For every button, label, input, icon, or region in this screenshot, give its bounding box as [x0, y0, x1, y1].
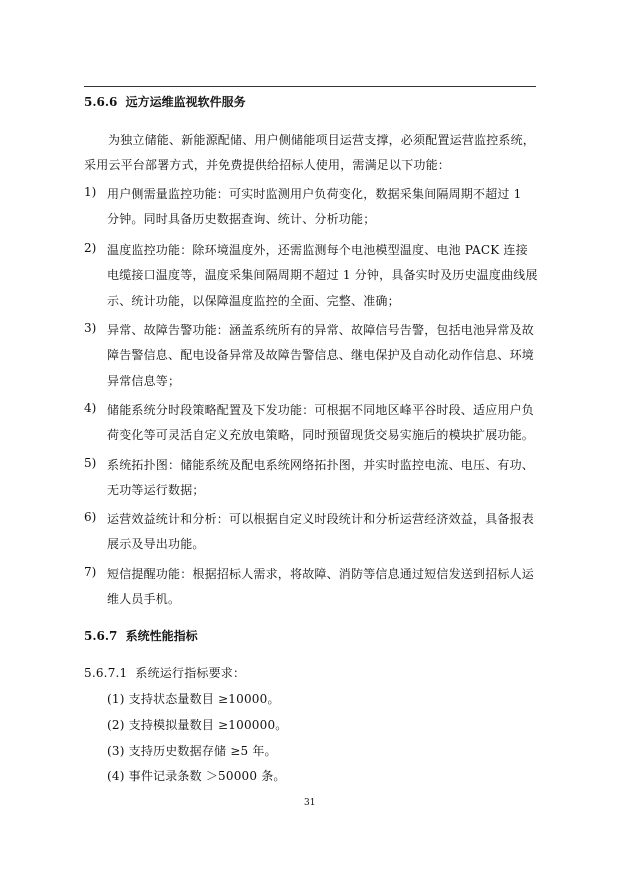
list-item-number: 4) [84, 401, 97, 415]
list-item-number: 3) [84, 321, 97, 335]
section-title: 系统性能指标 [125, 629, 198, 643]
list-item-line: 系统拓扑图：储能系统及配电系统网络拓扑图，并实时监控电流、电压、有功、 [107, 458, 535, 472]
metric-item: (1) 支持状态量数目 ≥10000。 [107, 692, 280, 706]
list-item-line: 维人员手机。 [107, 592, 181, 606]
list-item-line: 荷变化等可灵活自定义充放电策略，同时预留现货交易实施后的模块扩展功能。 [107, 428, 535, 442]
list-item-line: 分钟。同时具备历史数据查询、统计、分析功能； [107, 212, 376, 226]
list-item-line: 电缆接口温度等，温度采集间隔周期不超过 1 分钟，具备实时及历史温度曲线展 [107, 268, 538, 282]
metric-item: (2) 支持模拟量数目 ≥100000。 [107, 718, 288, 732]
list-item-line: 示、统计功能，以保障温度监控的全面、完整、准确； [107, 294, 400, 308]
list-item-number: 5) [84, 456, 97, 470]
section-heading-566 [84, 93, 246, 110]
list-item-line: 用户侧需量监控功能：可实时监测用户负荷变化，数据采集间隔周期不超过 1 [107, 187, 522, 201]
list-item-line: 储能系统分时段策略配置及下发功能：可根据不同地区峰平谷时段、适应用户负 [107, 403, 535, 417]
list-item-line: 异常、故障告警功能：涵盖系统所有的异常、故障信号告警，包括电池异常及故 [107, 323, 535, 337]
list-item-line: 温度监控功能：除环境温度外，还需监测每个电池模型温度、电池 PACK 连接 [107, 243, 528, 257]
list-item-line: 短信提醒功能：根据招标人需求，将故障、消防等信息通过短信发送到招标人运 [107, 567, 535, 581]
page-number: 31 [304, 798, 316, 808]
intro-line-2: 采用云平台部署方式，并免费提供给招标人使用，需满足以下功能： [84, 158, 451, 172]
list-item-line: 展示及导出功能。 [107, 537, 205, 551]
section-heading-567 [84, 627, 198, 644]
list-item-number: 7) [84, 565, 97, 579]
section-title: 远方运维监视软件服务 [125, 95, 246, 109]
list-item-number: 2) [84, 241, 97, 255]
subsection-number: 5.6.7.1 [84, 666, 128, 680]
list-item-number: 1) [84, 185, 97, 199]
section-number: 5.6.6 [84, 95, 118, 109]
header-rule [84, 86, 536, 87]
section-number: 5.6.7 [84, 629, 118, 643]
list-item-line: 运营效益统计和分析：可以根据自定义时段统计和分析运营经济效益，具备报表 [107, 512, 535, 526]
intro-line-1: 为独立储能、新能源配储、用户侧储能项目运营支撑，必须配置运营监控系统， [108, 133, 536, 147]
list-item-line: 异常信息等； [107, 374, 181, 388]
list-item-line: 无功等运行数据； [107, 483, 205, 497]
list-item-line: 障告警信息、配电设备异常及故障告警信息、继电保护及自动化动作信息、环境 [107, 348, 535, 362]
subsection-heading [84, 664, 245, 681]
metric-item: (4) 事件记录条数 ＞50000 条。 [107, 769, 286, 783]
subsection-title: 系统运行指标要求： [135, 666, 246, 680]
metric-item: (3) 支持历史数据存储 ≥5 年。 [107, 744, 277, 758]
list-item-number: 6) [84, 510, 97, 524]
